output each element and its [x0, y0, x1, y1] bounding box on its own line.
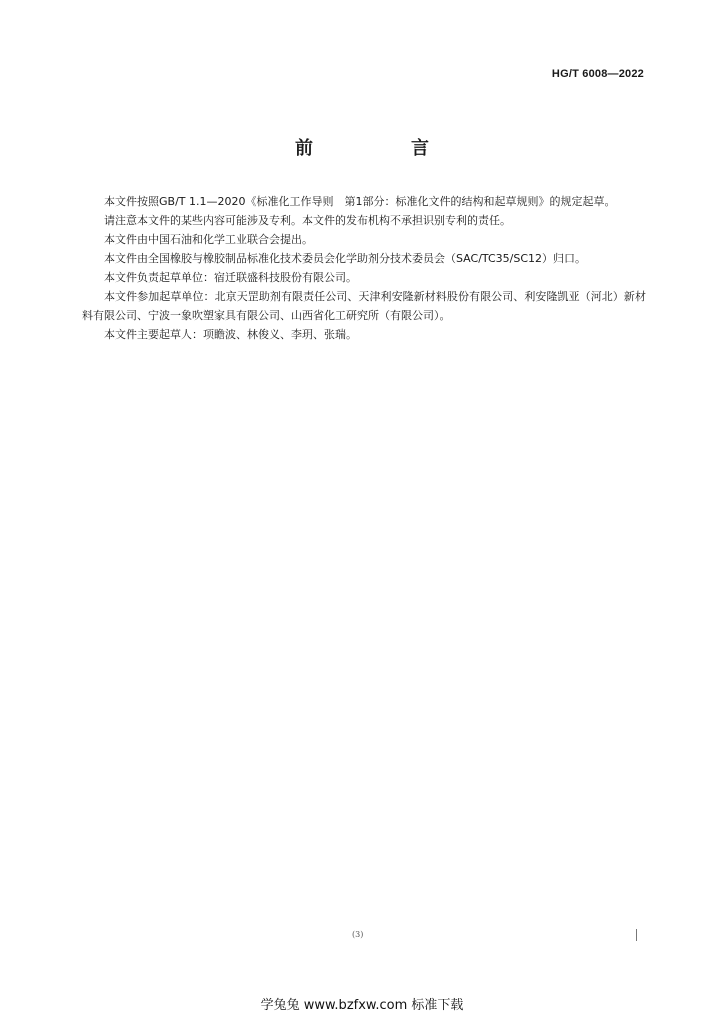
paragraph: 本文件负责起草单位：宿迁联盛科技股份有限公司。: [104, 271, 357, 284]
paragraph: 本文件主要起草人：项瞻波、林俊义、李玥、张瑞。: [104, 328, 357, 341]
page-edge-mark: [636, 929, 637, 941]
paragraph: 请注意本文件的某些内容可能涉及专利。本文件的发布机构不承担识别专利的责任。: [104, 214, 511, 227]
standard-code: HG/T 6008—2022: [551, 68, 644, 80]
page-title: 前 言: [295, 138, 469, 159]
paragraph: 本文件由全国橡胶与橡胶制品标准化技术委员会化学助剂分技术委员会（SAC/TC35/SC12）归口。: [104, 252, 587, 265]
paragraph: 本文件按照GB/T 1.1—2020《标准化工作导则 第1部分：标准化文件的结构和起草规则》的规定起草。: [104, 195, 616, 208]
paragraph: 本文件由中国石油和化学工业联合会提出。: [104, 233, 313, 246]
page-number: (3): [352, 930, 364, 939]
paragraph: 本文件参加起草单位：北京天罡助剂有限责任公司、天津利安隆新材料股份有限公司、利安隆凯亚（河北）新材料有限公司、宁波一象吹塑家具有限公司、山西省化工研究所（有限公司）。: [82, 290, 646, 322]
download-watermark: 学兔兔 www.bzfxw.com 标准下载: [260, 998, 464, 1013]
foreword-body: [82, 192, 646, 344]
